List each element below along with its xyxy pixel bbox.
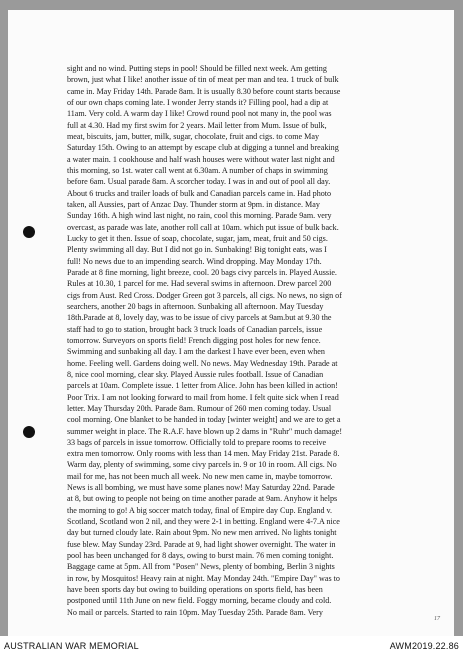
diary-line: Sunday 16th. A high wind last night, no rain, cool this morning. Parade 9am. very [67, 211, 332, 221]
page-mark: 17 [434, 616, 440, 622]
diary-line: Lucky to get it then. Issue of soap, chocolate, sugar, jam, meat, fruit and 50 cigs. [67, 233, 328, 243]
diary-line: Baggage came at 5pm. All from "Posen" News, plenty of bombing, Berlin 3 nights [67, 562, 335, 572]
diary-line: full at 4.30. Had my first swim for 2 years. Mail letter from Mum. Issue of bulk, [67, 120, 327, 130]
diary-line: came in. May Friday 14th. Parade 8am. It is usually 8.30 before count starts because [67, 86, 341, 96]
diary-line: full! No news due to an impending search. Wind dropping. May Monday 17th. [67, 256, 322, 266]
punch-hole [23, 426, 35, 438]
diary-line: taken, all Aussies, part of Anzac Day. Thunder storm at 9pm. in distance. May [67, 199, 320, 209]
diary-line: staff had to go to station, brought back 3 truck loads of Canadian parcels, issue [67, 324, 323, 334]
diary-line: 11am. Very cold. A warm day I like! Crowd round pool not many in, the pool was [67, 109, 332, 119]
diary-line: searchers, another 20 bags in afternoon. Sunbaking all afternoon. May Tuesday [67, 301, 324, 311]
diary-line: Rules at 10.30, 1 parcel for me. Had several swims in afternoon. Drew parcel 200 [67, 279, 332, 289]
diary-line: in row, by Mosquitos! Heavy rain at night. May Monday 24th. "Empire Day" was to [67, 573, 340, 583]
diary-line: this morning, so 1st. water call went at 6.30am. A number of chaps in swimming [67, 165, 328, 175]
diary-line: extra men tomorrow. Only rooms with less than 14 men. May Friday 21st. Parade 8. [67, 449, 340, 459]
diary-line: Scotland, Scotland won 2 nil, and they were 2-1 in betting. England were 4-7.A nice [67, 517, 340, 527]
diary-line: Saturday 15th. Owing to an attempt by escape club at digging a tunnel and breaking [67, 143, 339, 153]
diary-line: 8, nice cool morning, clear sky. Played Aussie rules football. Issue of Canadian [67, 369, 324, 379]
diary-line: About 6 trucks and trailer loads of bulk and Canadian parcels came in. Had photo [67, 188, 332, 198]
diary-line: tomorrow. Surveyors on sports field! French digging post holes for new fence. [67, 335, 321, 345]
diary-line: pool has been unchanged for 8 days, owing to burst main. 76 men coming tonight. [67, 551, 334, 561]
diary-line: day but turned cloudy late. Rain about 9pm. No new men arrived. No lights tonight [67, 528, 337, 538]
catalogue-reference: AWM2019.22.86 [389, 641, 459, 651]
diary-line: of our own chaps coming late. I wonder Jerry stands it? Filling pool, had a dip at [67, 97, 329, 107]
diary-line: Plenty swimming all day. But I did not go in. Sunbaking! Big tonight eats, was I [67, 245, 327, 255]
diary-line: have been sports day but owing to building operations on sports field, has been [67, 585, 323, 595]
diary-line: parcels at 10am. Complete issue. 1 letter from Alice. John has been killed in action! [67, 381, 338, 391]
diary-line: brown, just what I like! another issue of tin of meat per man and tea. 1 truck of bulk [67, 75, 339, 85]
diary-line: the morning to go! A big soccer match today, final of Empire day Cup. England v. [67, 505, 333, 515]
diary-line: News is all bombing, we must have some planes now! May Saturday 22nd. Parade [67, 483, 335, 493]
diary-line: 33 bags of parcels in issue tomorrow. Officially told to prepare rooms to receive [67, 437, 327, 447]
institution-label: AUSTRALIAN WAR MEMORIAL [4, 641, 139, 651]
diary-line: No mail or parcels. Started to rain 10pm. May Tuesday 25th. Parade 8am. Very [67, 607, 323, 617]
diary-line: postponed until 11th June on new field. Foggy morning, became cloudy and cold. [67, 596, 332, 606]
diary-line: cigs from Aust. Red Cross. Dodger Green got 3 parcels, all cigs. No news, no sign of [67, 290, 342, 300]
diary-line: before 6am. Usual parade 8am. A scorcher today. I was in and out of pool all day. [67, 177, 331, 187]
diary-line: cool morning. One blanket to be handed in today [winter weight] and we are to get a [67, 415, 341, 425]
diary-line: meat, biscuits, jam, butter, milk, sugar, chocolate, fruit and cigs. to come May [67, 131, 319, 141]
punch-hole [23, 226, 35, 238]
diary-line: 18th.Parade at 8, lovely day, was to be issue of civy parcels at 9am.but at 9.30 the [67, 313, 332, 323]
diary-line: fuse blew. May Sunday 23rd. Parade at 9, had light shower overnight. The water in [67, 539, 336, 549]
diary-line: at 8, but owing to people not being on time another parade at 9am. Anyhow it helps [67, 494, 338, 504]
diary-line: sight and no wind. Putting steps in pool! Should be filled next week. Am getting [67, 64, 327, 73]
diary-line: a water main. 1 cookhouse and half wash houses were without water last night and [67, 154, 335, 164]
diary-line: Parade at 8 fine morning, light breeze, cool. 20 bags civy parcels in. Played Aussie. [67, 267, 337, 277]
diary-line: home. Feeling well. Gardens doing well. No news. May Wednesday 19th. Parade at [67, 358, 338, 368]
diary-line: Warm day, plenty of swimming, some civy parcels in. 9 or 10 in room. All cigs. No [67, 460, 337, 470]
diary-line: Swimming and sunbaking all day. I am the darkest I have ever been, even when [67, 347, 325, 357]
diary-text [67, 63, 407, 618]
diary-line: summer weight in place. The R.A.F. have blown up 2 dams in "Ruhr" much damage! [67, 426, 343, 436]
diary-line: overcast, as parade was late, another roll call at 10am. which put issue of bulk back. [67, 222, 339, 232]
diary-line: Poor Trix. I am not looking forward to mail from home. I felt quite sick when I read [67, 392, 339, 402]
footer-bar [0, 636, 463, 653]
diary-line: mail for me, has not been much all week. No new men came in, maybe tomorrow. [67, 471, 333, 481]
diary-line: letter. May Thursday 20th. Parade 8am. Rumour of 260 men coming today. Usual [67, 403, 332, 413]
